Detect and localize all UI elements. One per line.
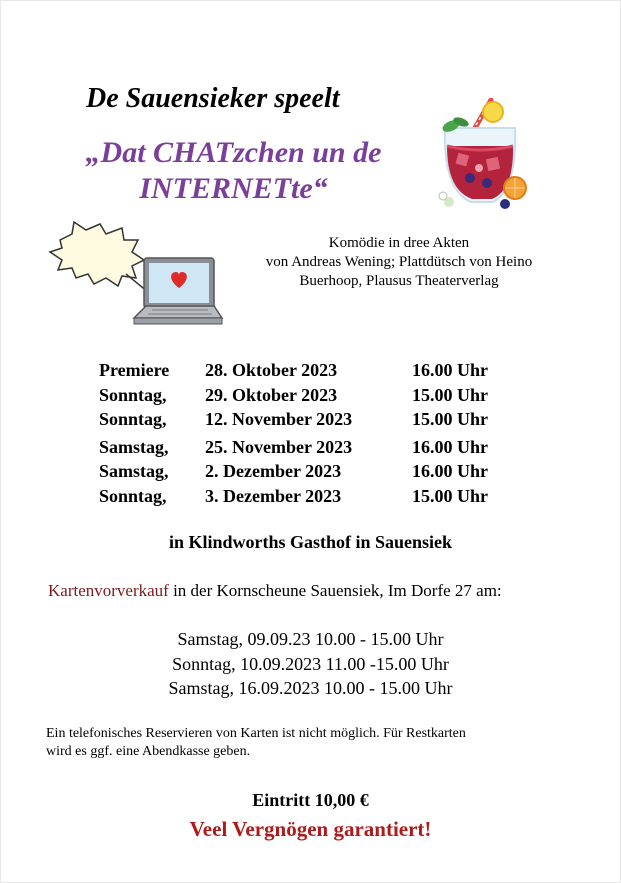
schedule-day: Sonntag,	[99, 485, 167, 506]
schedule-day: Samstag,	[99, 436, 169, 457]
slogan: Veel Vergnögen garantiert!	[189, 817, 432, 841]
description-line: von Andreas Wening; Plattdütsch von Heino	[265, 254, 533, 270]
schedule-time: 15.00 Uhr	[412, 485, 488, 506]
entry-price: Eintritt 10,00 €	[252, 790, 369, 810]
notice-line: wird es ggf. eine Abendkasse geben.	[46, 744, 251, 759]
presale-date-line: Samstag, 09.09.23 10.00 - 15.00 Uhr	[177, 629, 444, 649]
page-title: De Sauensieker speelt	[86, 83, 340, 114]
schedule-day: Samstag,	[99, 461, 169, 481]
presale-location: in der Kornscheune Sauensiek, Im Dorfe 27 am:	[168, 581, 502, 600]
presale-info	[48, 581, 502, 601]
schedule-time: 16.00 Uhr	[412, 360, 488, 380]
schedule-time: 16.00 Uhr	[412, 436, 488, 457]
schedule-day: Sonntag,	[99, 384, 167, 405]
venue: in Klindworths Gasthof in Sauensiek	[168, 532, 453, 552]
schedule-time: 15.00 Uhr	[412, 384, 488, 405]
schedule-day: Premiere	[99, 360, 170, 380]
presale-highlight: Kartenvorverkauf	[48, 581, 169, 600]
notice-line: Ein telefonisches Reservieren von Karten ist nicht möglich. Für Restkarten	[46, 726, 466, 741]
schedule-time: 16.00 Uhr	[412, 461, 488, 481]
schedule-date: 25. November 2023	[205, 436, 353, 457]
laptop-heart-icon	[48, 220, 224, 332]
presale-date-line: Sonntag, 10.09.2023 11.00 -15.00 Uhr	[172, 653, 449, 674]
presale-dates	[0, 627, 621, 701]
play-title-line1: „Dat CHATzchen un de	[85, 136, 382, 169]
reservation-notice	[46, 725, 566, 761]
schedule-date: 2. Dezember 2023	[205, 461, 342, 481]
schedule-time: 15.00 Uhr	[412, 409, 488, 429]
presale-date-line: Samstag, 16.09.2023 10.00 - 15.00 Uhr	[168, 678, 453, 698]
play-title	[56, 135, 411, 207]
description-line: Buerhoop, Plausus Theaterverlag	[299, 273, 499, 289]
schedule-date: 28. Oktober 2023	[205, 360, 338, 380]
speech-bubble-icon	[50, 222, 148, 292]
schedule-date: 3. Dezember 2023	[205, 485, 342, 506]
schedule-date: 12. November 2023	[205, 409, 353, 429]
schedule-day: Sonntag,	[99, 409, 167, 429]
play-title-line2: INTERNETte“	[139, 172, 328, 205]
cocktail-glass-icon	[435, 98, 527, 214]
play-description	[224, 234, 574, 291]
schedule-date: 29. Oktober 2023	[205, 384, 338, 405]
description-line: Komödie in dree Akten	[328, 235, 470, 251]
